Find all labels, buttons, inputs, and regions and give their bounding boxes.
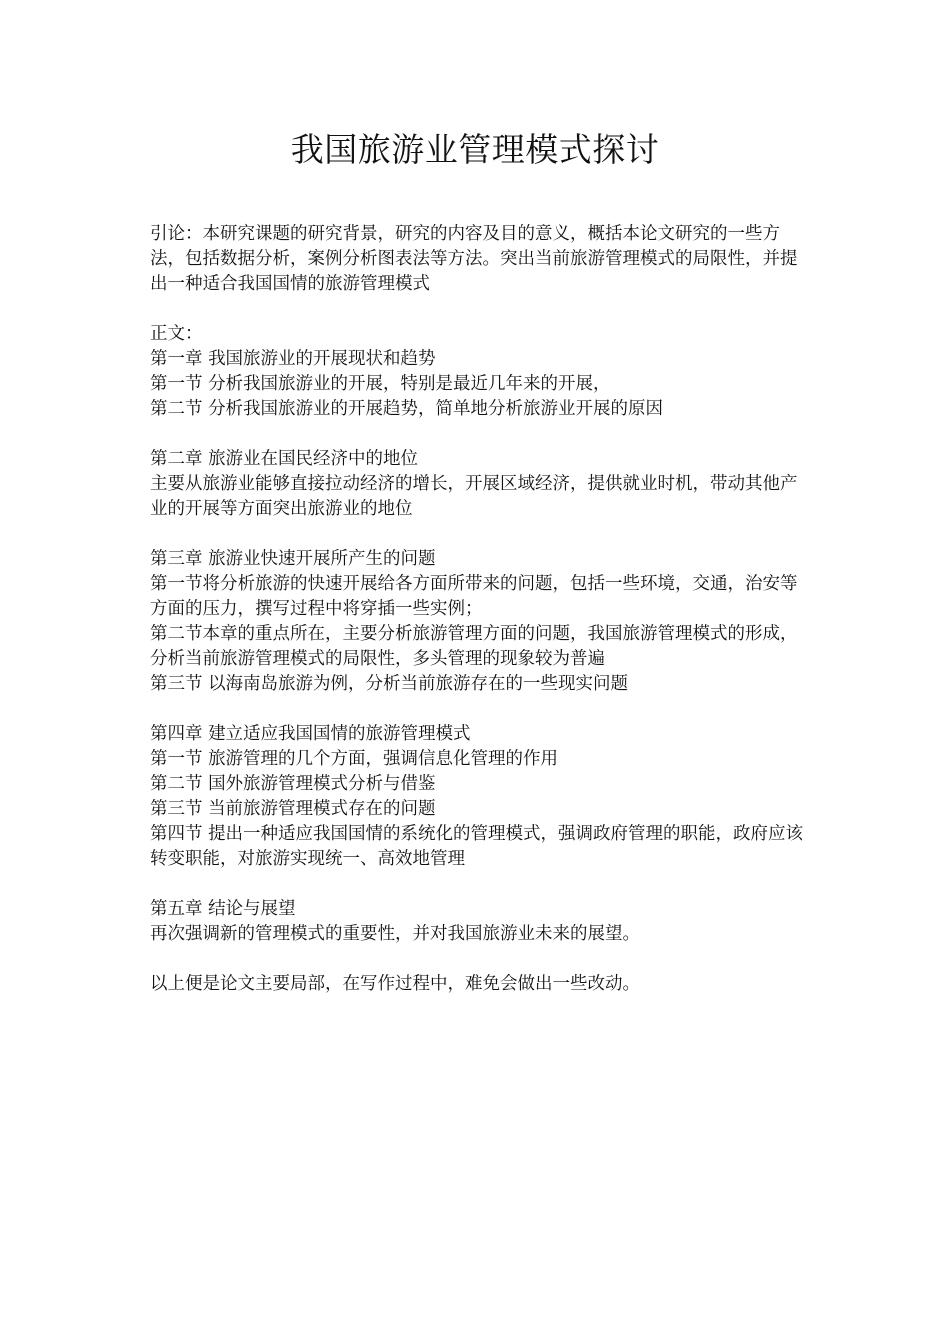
chapter4-section4: 第四节 提出一种适应我国国情的系统化的管理模式，强调政府管理的职能，政府应该转变职能，对旅游实现统一、高效地管理 [150,824,804,869]
chapter1-section2: 第二节 分析我国旅游业的开展趋势，简单地分析旅游业开展的原因 [150,399,664,419]
chapter3-section3: 第三节 以海南岛旅游为例，分析当前旅游存在的一些现实问题 [150,674,629,694]
document-body [150,222,810,997]
chapter2-heading: 第二章 旅游业在国民经济中的地位 [150,449,419,469]
chapter1-heading: 第一章 我国旅游业的开展现状和趋势 [150,349,436,369]
closing-paragraph: 以上便是论文主要局部，在写作过程中，难免会做出一些改动。 [150,974,640,994]
chapter5-paragraph: 再次强调新的管理模式的重要性，并对我国旅游业未来的展望。 [150,924,640,944]
document-title: 我国旅游业管理模式探讨 [290,130,660,169]
chapter3-section2: 第二节本章的重点所在，主要分析旅游管理方面的问题，我国旅游管理模式的形成，分析当前旅游管理模式的局限性，多头管理的现象较为普遍 [150,624,798,669]
chapter4-heading: 第四章 建立适应我国国情的旅游管理模式 [150,724,471,744]
intro-paragraph: 引论：本研究课题的研究背景，研究的内容及目的意义，概括本论文研究的一些方法，包括数据分析，案例分析图表法等方法。突出当前旅游管理模式的局限性，并提出一种适合我国国情的旅游管理模式 [150,224,798,294]
chapter1-section1: 第一节 分析我国旅游业的开展，特别是最近几年来的开展， [150,374,611,394]
chapter3-heading: 第三章 旅游业快速开展所产生的问题 [150,549,436,569]
body-label: 正文： [150,324,203,344]
chapter4-section2: 第二节 国外旅游管理模式分析与借鉴 [150,774,436,794]
chapter2-paragraph: 主要从旅游业能够直接拉动经济的增长，开展区域经济，提供就业时机，带动其他产业的开展等方面突出旅游业的地位 [150,474,798,519]
chapter4-section3: 第三节 当前旅游管理模式存在的问题 [150,799,436,819]
chapter4-section1: 第一节 旅游管理的几个方面，强调信息化管理的作用 [150,749,559,769]
chapter3-section1: 第一节将分析旅游的快速开展给各方面所带来的问题，包括一些环境，交通，治安等方面的压力，撰写过程中将穿插一些实例； [150,574,798,619]
chapter5-heading: 第五章 结论与展望 [150,899,296,919]
